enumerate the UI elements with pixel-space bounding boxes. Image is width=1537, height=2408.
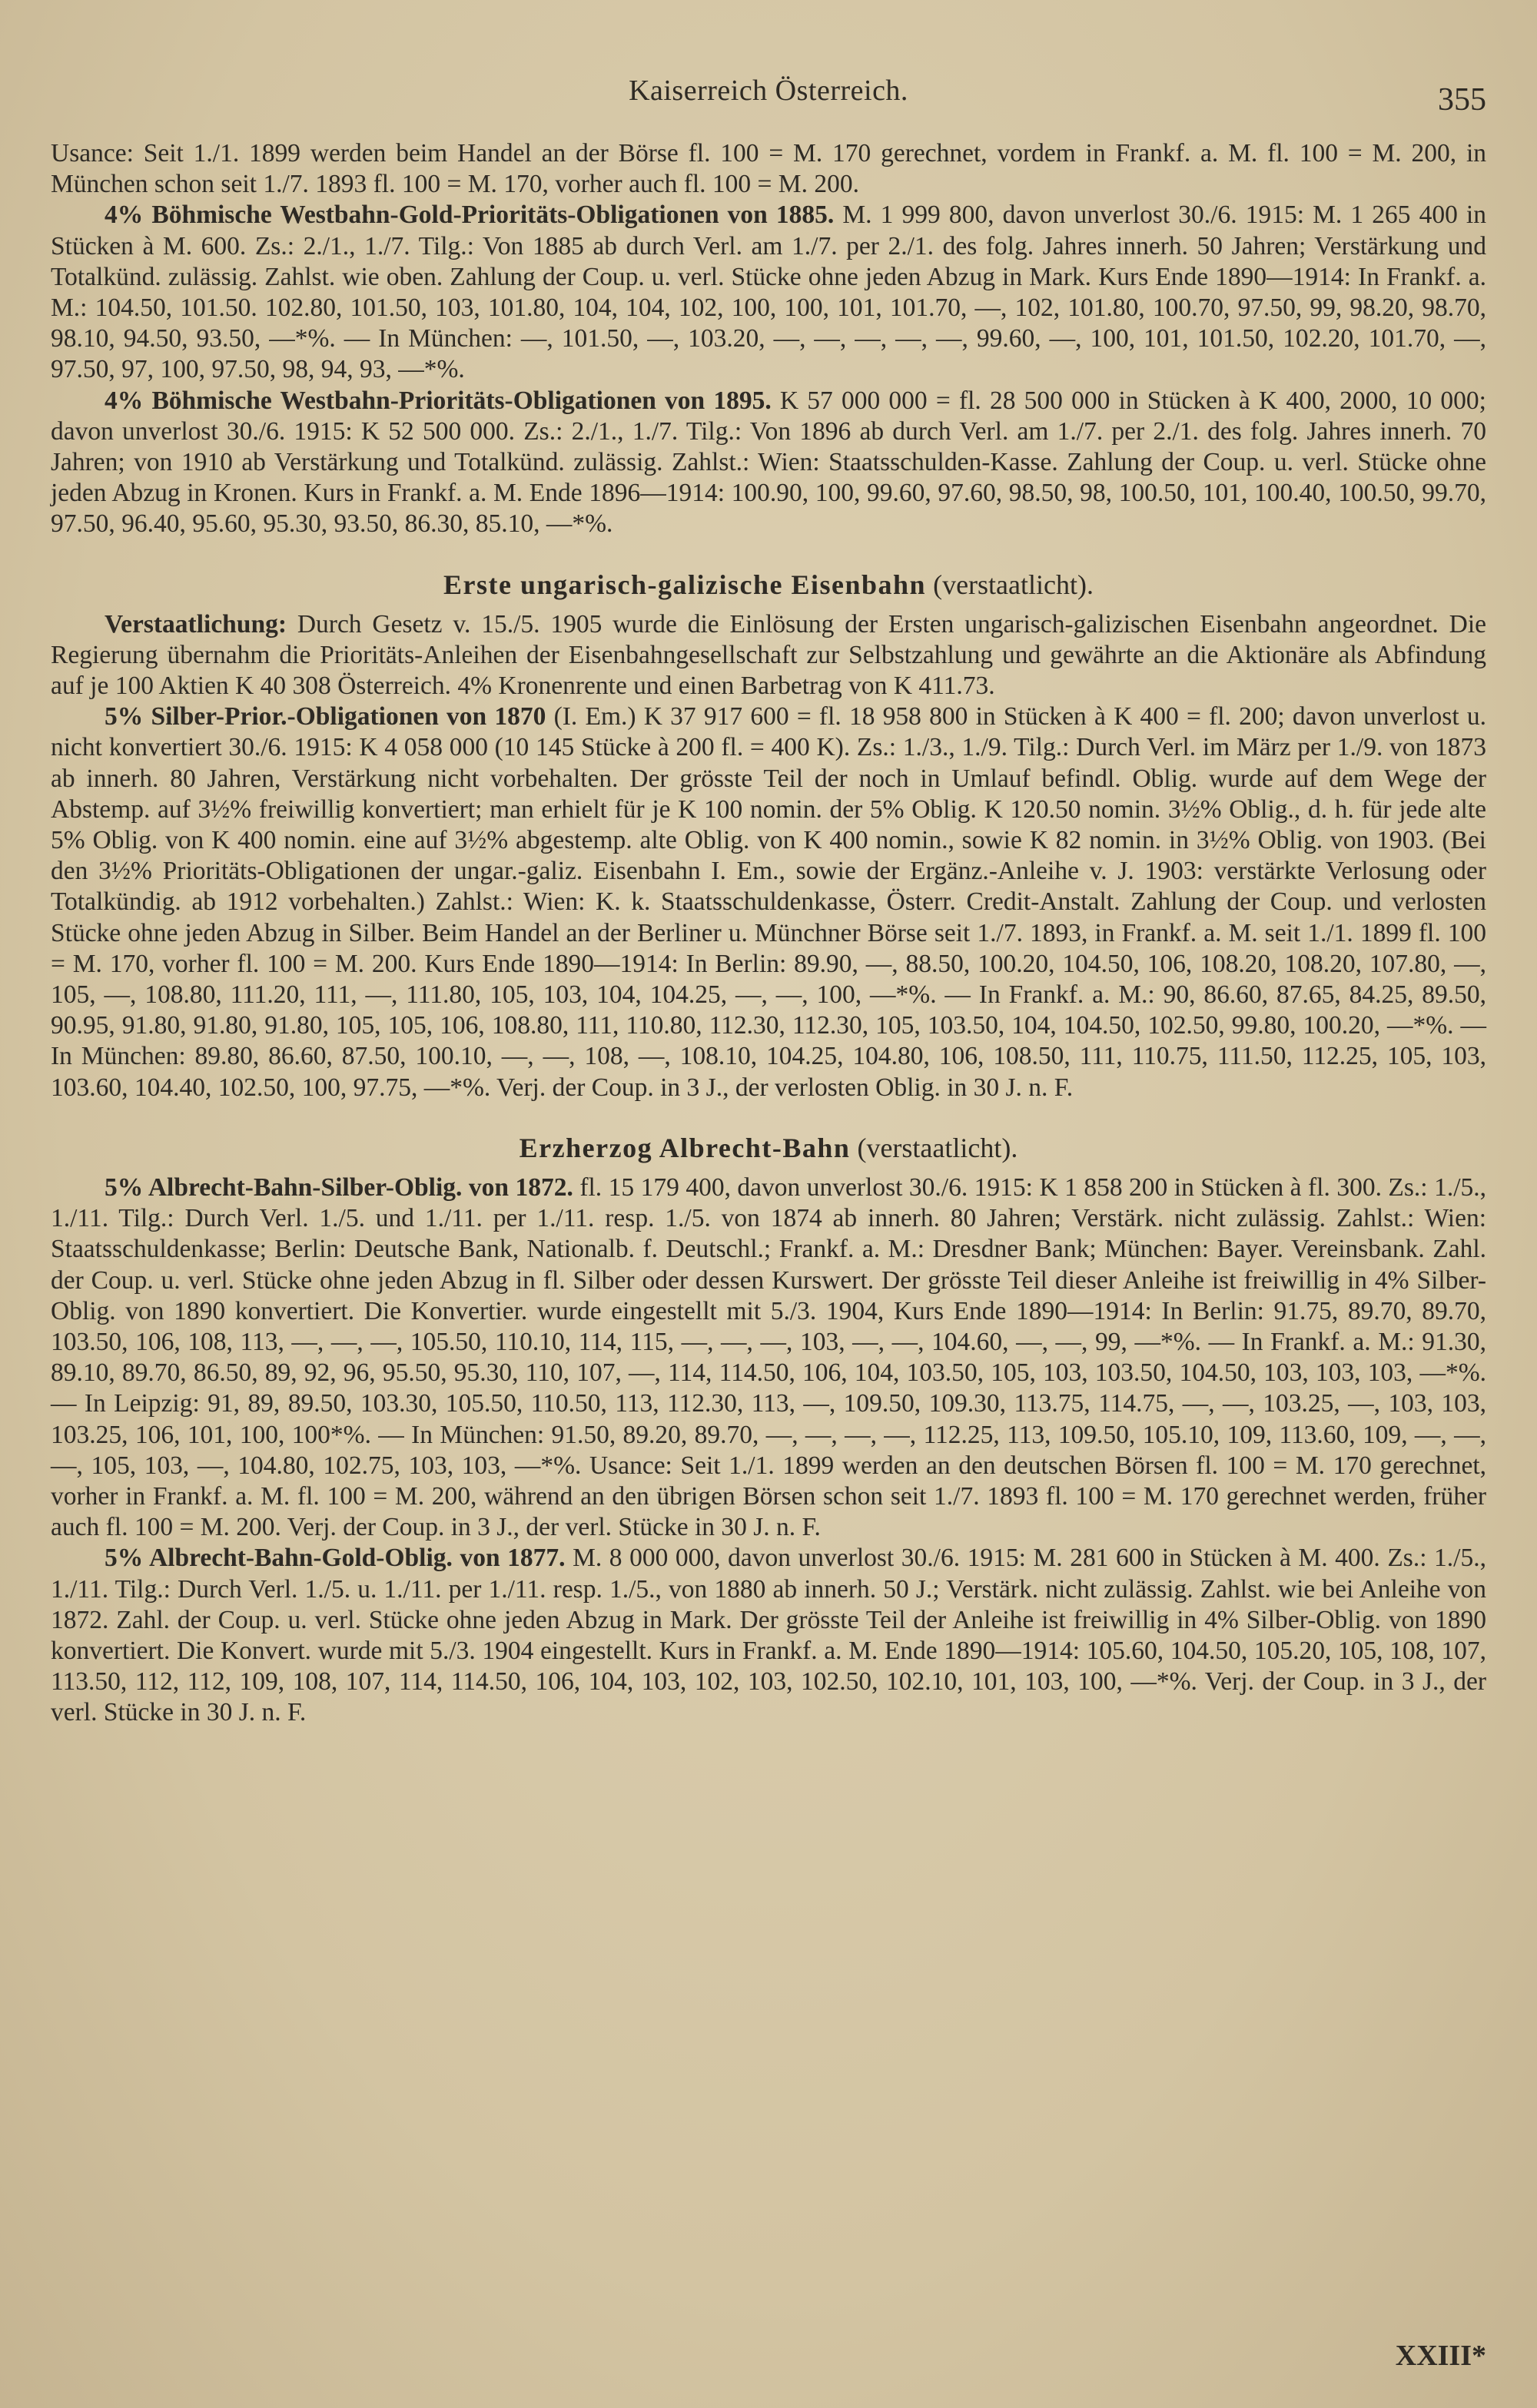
paragraph-text: Durch Gesetz v. 15./5. 1905 wurde die Einlösung der Ersten ungarisch-galizischen Eisenbahn angeordnet. Die Regierung übernahm die Prioritäts-Anleihen der Eisenbahngesellschaft zur Selbstzahlung und gewährte an die Aktionäre als Abfindung auf je 100 Aktien K 40 308 Österreich. 4% Kronenrente und einen Barbetrag von K 411.73. (51, 609, 1486, 701)
bond-heading: 5% Albrecht-Bahn-Gold-Oblig. von 1877. (105, 1544, 566, 1573)
section-note: (verstaatlicht). (926, 569, 1094, 600)
section-title: Erzherzog Albrecht-Bahn (519, 1132, 851, 1163)
verstaatlichung-paragraph (51, 609, 1486, 702)
page-number: 355 (1438, 82, 1486, 118)
bond-heading: 4% Böhmische Westbahn-Prioritäts-Obligationen von 1895. (105, 386, 772, 415)
bond-text: M. 1 999 800, davon unverlost 30./6. 1915: M. 1 265 400 in Stücken à M. 600. Zs.: 2./1., 1./7. Tilg.: Von 1885 ab durch Verl. am 1./7. per 2./1. des folg. Jahres innerh. 50 Jahren; Verstärkung und Totalkünd. zulässig. Zahlst. wie oben. Zahlung der Coup. u. verl. Stücke ohne jeden Abzug in Mark. Kurs Ende 1890—1914: In Frankf. a. M.: 104.50, 101.50. 102.80, 101.50, 103, 101.80, 104, 104, 102, 100, 100, 101, 101.70, —, 102, 101.80, 100.70, 97.50, 99, 98.20, 98.70, 98.10, 94.50, 93.50, —*%. — In München: —, 101.50, —, 103.20, —, —, —, —, —, 99.60, —, 100, 101, 101.50, 102.20, 101.70, —, 97.50, 97, 100, 97.50, 98, 94, 93, —*%. (51, 201, 1486, 384)
section-heading-erzherzog-albrecht-bahn (51, 1131, 1486, 1165)
paragraph-heading: Verstaatlichung: (105, 609, 287, 638)
bond-text: M. 8 000 000, davon unverlost 30./6. 1915: M. 281 600 in Stücken à M. 400. Zs.: 1./5., 1./11. Tilg.: Durch Verl. 1./5. u. 1./11. per 1./11. resp. 1./5., von 1880 ab innerh. 50 J.; Verstärk. nicht zulässig. Zahlst. wie bei Anleihe von 1872. Zahl. der Coup. u. verl. Stücke ohne jeden Abzug in Mark. Der grösste Teil der Anleihe ist freiwillig in 4% Silber-Oblig. von 1890 konvertiert. Die Konvert. wurde mit 5./3. 1904 eingestellt. Kurs in Frankf. a. M. Ende 1890—1914: 105.60, 104.50, 105.20, 105, 108, 107, 113.50, 112, 112, 109, 108, 107, 114, 114.50, 106, 104, 103, 102, 103, 102.50, 102.10, 101, 103, 100, —*%. Verj. der Coup. in 3 J., der verl. Stücke in 30 J. n. F. (51, 1544, 1486, 1727)
bond-heading: 5% Albrecht-Bahn-Silber-Oblig. von 1872. (105, 1172, 573, 1202)
bond-text: (I. Em.) K 37 917 600 = fl. 18 958 800 in Stücken à K 400 = fl. 200; davon unverlost u. nicht konvertiert 30./6. 1915: K 4 058 000 (10 145 Stücke à 200 fl. = 400 K). Zs.: 1./3., 1./9. Tilg.: Durch Verl. im März per 1./9. von 1873 ab innerh. 80 Jahren, Verstärkung nicht vorbehalten. Der grösste Teil der noch in Umlauf befindl. Oblig. wurde auf dem Wege der Abstemp. auf 3½% freiwillig konvertiert; man erhielt für je K 100 nomin. der 5% Oblig. K 120.50 nomin. 3½% Oblig., d. h. für jede alte 5% Oblig. von K 400 nomin. eine auf 3½% abgestemp. alte Oblig. von K 400 nomin., sowie K 82 nomin. in 3½% Oblig. von 1903. (Bei den 3½% Prioritäts-Obligationen der ungar.-galiz. Eisenbahn I. Em., sowie der Ergänz.-Anleihe v. J. 1903: verstärkte Verlosung oder Totalkündig. ab 1912 vorbehalten.) Zahlst.: Wien: K. k. Staatsschuldenkasse, Österr. Credit-Anstalt. Zahlung der Coup. und verlosten Stücke ohne jeden Abzug in Silber. Beim Handel an der Berliner u. Münchner Börse seit 1./7. 1893, in Frankf. a. M. seit 1./1. 1899 fl. 100 = M. 170, vorher fl. 100 = M. 200. Kurs Ende 1890—1914: In Berlin: 89.90, —, 88.50, 100.20, 104.50, 106, 108.20, 108.20, 107.80, —, 105, —, 108.80, 111.20, 111, —, 111.80, 105, 103, 104, 104.25, —, —, 100, —*%. — In Frankf. a. M.: 90, 86.60, 87.65, 84.25, 89.50, 90.95, 91.80, 91.80, 91.80, 105, 105, 106, 108.80, 111, 110.80, 112.30, 112.30, 105, 103.50, 104, 104.50, 102.50, 99.80, 100.20, —*%. — In München: 89.80, 86.60, 87.50, 100.10, —, —, 108, —, 108.10, 104.25, 104.80, 106, 108.50, 111, 110.75, 111.50, 112.25, 105, 103, 103.60, 104.40, 102.50, 100, 97.75, —*%. Verj. der Coup. in 3 J., der verlosten Oblig. in 30 J. n. F. (51, 702, 1486, 1102)
usance-paragraph (51, 138, 1486, 200)
bond-text: K 57 000 000 = fl. 28 500 000 in Stücken à K 400, 2000, 10 000; davon unverlost 30./6. 1915: K 52 500 000. Zs.: 2./1., 1./7. Tilg.: Von 1896 ab durch Verl. am 1./7. per 2./1. des folg. Jahres innerh. 70 Jahren; von 1910 ab Verstärkung und Totalkünd. zulässig. Zahlst.: Wien: Staatsschulden-Kasse. Zahlung der Coup. u. verl. Stücke ohne jeden Abzug in Kronen. Kurs in Frankf. a. M. Ende 1896—1914: 100.90, 100, 99.60, 97.60, 98.50, 98, 100.50, 101, 100.40, 100.50, 99.70, 97.50, 96.40, 95.60, 95.30, 93.50, 86.30, 85.10, —*%. (51, 386, 1486, 539)
bond-entry-albrecht-gold-1877 (51, 1543, 1486, 1728)
paragraph-text: Usance: Seit 1./1. 1899 werden beim Handel an der Börse fl. 100 = M. 170 gerechnet, vordem in Frankf. a. M. fl. 100 = M. 200, in München schon seit 1./7. 1893 fl. 100 = M. 170, vorher auch fl. 100 = M. 200. (51, 139, 1486, 199)
section-note: (verstaatlicht). (850, 1132, 1018, 1163)
bond-entry-silber-prior-1870 (51, 702, 1486, 1103)
running-title: Kaiserreich Österreich. (629, 75, 908, 107)
bond-entry-boehm-westbahn-gold-1885 (51, 200, 1486, 385)
section-title: Erste ungarisch-galizische Eisenbahn (443, 569, 927, 600)
bond-entry-albrecht-silber-1872 (51, 1172, 1486, 1543)
bond-text: fl. 15 179 400, davon unverlost 30./6. 1915: K 1 858 200 in Stücken à fl. 300. Zs.: 1./5., 1./11. Tilg.: Durch Verl. 1./5. und 1./11. per 1./11. resp. 1./5. von 1874 ab innerh. 80 Jahren; Verstärk. nicht zulässig. Zahlst.: Wien: Staatsschuldenkasse; Berlin: Deutsche Bank, Nationalb. f. Deutschl.; Frankf. a. M.: Dresdner Bank; München: Bayer. Vereinsbank. Zahl. der Coup. u. verl. Stücke ohne jeden Abzug in fl. Silber oder dessen Kurswert. Der grösste Teil dieser Anleihe ist freiwillig in 4% Silber-Oblig. von 1890 konvertiert. Die Konvertier. wurde eingestellt mit 5./3. 1904, Kurs Ende 1890—1914: In Berlin: 91.75, 89.70, 89.70, 103.50, 106, 108, 113, —, —, —, 105.50, 110.10, 114, 115, —, —, —, 103, —, —, 104.60, —, —, 99, —*%. — In Frankf. a. M.: 91.30, 89.10, 89.70, 86.50, 89, 92, 96, 95.50, 95.30, 110, 107, —, 114, 114.50, 106, 104, 103.50, 105, 103, 103.50, 104.50, 103, 103, 103, —*%. — In Leipzig: 91, 89, 89.50, 103.30, 105.50, 110.50, 113, 112.30, 113, —, 109.50, 109.30, 113.75, 114.75, —, —, 103.25, —, 103, 103, 103.25, 106, 101, 100, 100*%. — In München: 91.50, 89.20, 89.70, —, —, —, —, 112.25, 113, 109.50, 105.10, 109, 113.60, 109, —, —, —, 105, 103, —, 104.80, 102.75, 103, 103, —*%. Usance: Seit 1./1. 1899 werden an den deutschen Börsen fl. 100 = M. 170 gerechnet, vorher in Frankf. a. M. fl. 100 = M. 200, während an den übrigen Börsen schon seit 1./7. 1893 fl. 100 = M. 170 gerechnet werden, früher auch fl. 100 = M. 200. Verj. der Coup. in 3 J., der verl. Stücke in 30 J. n. F. (51, 1172, 1486, 1542)
section-heading-erste-ungarisch-galizische (51, 568, 1486, 602)
bond-heading: 4% Böhmische Westbahn-Gold-Prioritäts-Obligationen von 1885. (105, 201, 835, 230)
page-header (51, 74, 1486, 138)
bond-entry-boehm-westbahn-1895 (51, 386, 1486, 540)
signature-mark: XXIII* (1395, 2340, 1486, 2372)
bond-heading: 5% Silber-Prior.-Obligationen von 1870 (105, 702, 546, 731)
